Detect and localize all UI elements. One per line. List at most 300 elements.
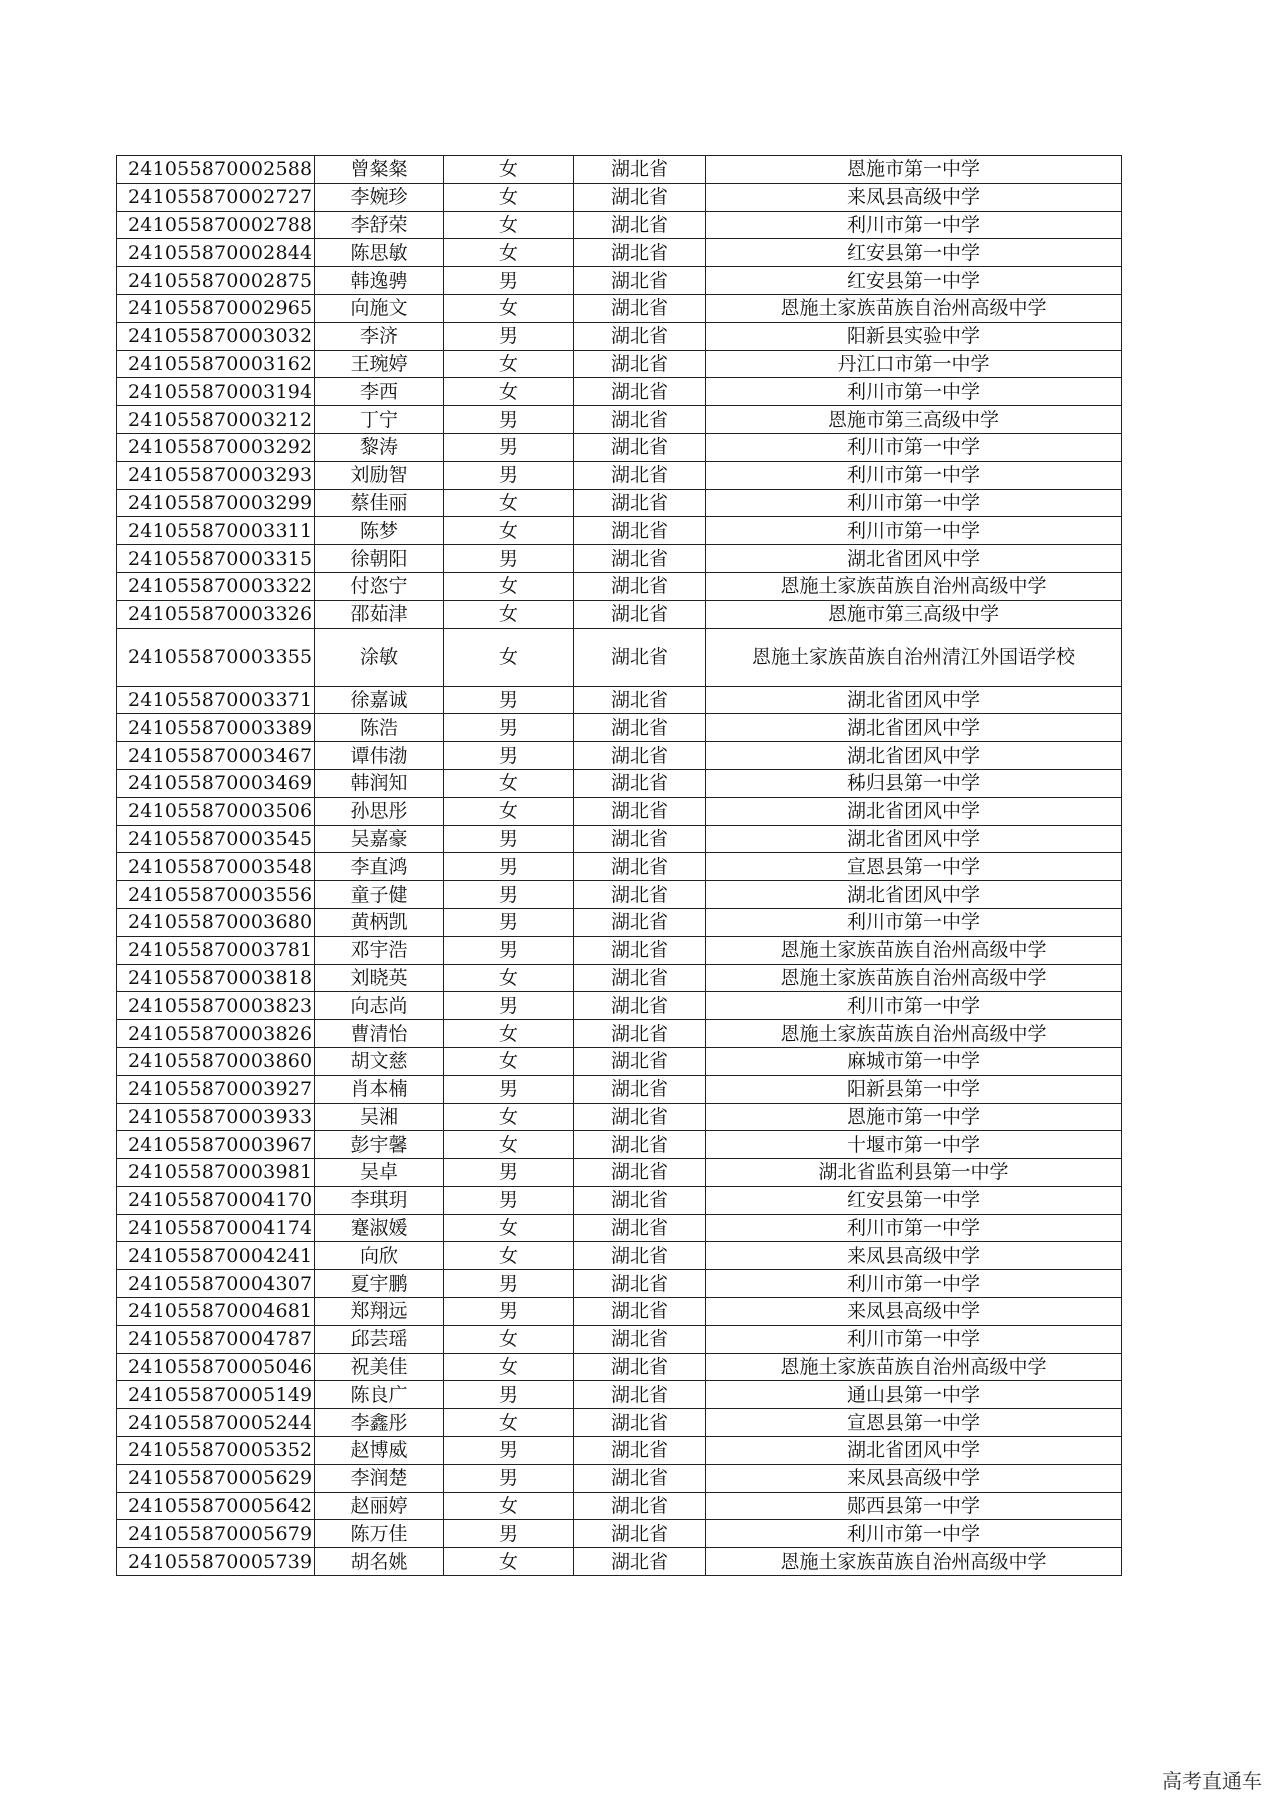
cell-school: 恩施市第三高级中学 — [706, 600, 1122, 628]
table-row — [117, 686, 1122, 714]
cell-name: 韩逸骋 — [315, 267, 444, 295]
cell-gender: 女 — [444, 489, 574, 517]
cell-school: 恩施市第三高级中学 — [706, 406, 1122, 434]
table-row — [117, 267, 1122, 295]
table-row — [117, 1464, 1122, 1492]
cell-name: 赵丽婷 — [315, 1492, 444, 1520]
cell-name: 曹清怡 — [315, 1020, 444, 1048]
cell-gender: 女 — [444, 797, 574, 825]
cell-gender: 女 — [444, 1548, 574, 1576]
cell-name: 陈良广 — [315, 1381, 444, 1409]
table-row — [117, 1520, 1122, 1548]
cell-province: 湖北省 — [574, 322, 706, 350]
table-row — [117, 406, 1122, 434]
table-row — [117, 992, 1122, 1020]
table-row — [117, 853, 1122, 881]
cell-exam-id: 241055870003548 — [117, 853, 315, 881]
cell-exam-id: 241055870002788 — [117, 211, 315, 239]
cell-province: 湖北省 — [574, 686, 706, 714]
cell-gender: 女 — [444, 572, 574, 600]
cell-province: 湖北省 — [574, 1270, 706, 1298]
cell-gender: 女 — [444, 628, 574, 686]
cell-school: 利川市第一中学 — [706, 211, 1122, 239]
cell-name: 黄柄凯 — [315, 908, 444, 936]
table-row — [117, 433, 1122, 461]
cell-province: 湖北省 — [574, 406, 706, 434]
cell-name: 郑翔远 — [315, 1298, 444, 1326]
cell-name: 韩润知 — [315, 769, 444, 797]
cell-province: 湖北省 — [574, 769, 706, 797]
cell-gender: 女 — [444, 378, 574, 406]
footer-watermark: 高考直通车 — [1162, 1769, 1262, 1793]
cell-gender: 男 — [444, 1437, 574, 1465]
table-row — [117, 183, 1122, 211]
table-row — [117, 1242, 1122, 1270]
table-row — [117, 545, 1122, 573]
cell-name: 赵博威 — [315, 1437, 444, 1465]
cell-school: 湖北省团风中学 — [706, 1437, 1122, 1465]
cell-name: 孙思彤 — [315, 797, 444, 825]
cell-name: 邱芸瑶 — [315, 1325, 444, 1353]
cell-exam-id: 241055870003781 — [117, 936, 315, 964]
cell-gender: 男 — [444, 1520, 574, 1548]
cell-name: 徐朝阳 — [315, 545, 444, 573]
cell-province: 湖北省 — [574, 1520, 706, 1548]
cell-province: 湖北省 — [574, 517, 706, 545]
cell-school: 恩施土家族苗族自治州高级中学 — [706, 936, 1122, 964]
table-row — [117, 1186, 1122, 1214]
cell-province: 湖北省 — [574, 1242, 706, 1270]
cell-school: 恩施土家族苗族自治州清江外国语学校 — [706, 628, 1122, 686]
cell-province: 湖北省 — [574, 825, 706, 853]
table-row — [117, 350, 1122, 378]
cell-gender: 男 — [444, 433, 574, 461]
cell-province: 湖北省 — [574, 853, 706, 881]
cell-exam-id: 241055870003322 — [117, 572, 315, 600]
cell-name: 向志尚 — [315, 992, 444, 1020]
cell-province: 湖北省 — [574, 1075, 706, 1103]
cell-province: 湖北省 — [574, 1159, 706, 1187]
table-row — [117, 1047, 1122, 1075]
table-row — [117, 1492, 1122, 1520]
cell-school: 利川市第一中学 — [706, 461, 1122, 489]
cell-name: 李婉珍 — [315, 183, 444, 211]
cell-province: 湖北省 — [574, 211, 706, 239]
cell-school: 湖北省团风中学 — [706, 881, 1122, 909]
cell-gender: 男 — [444, 1186, 574, 1214]
cell-exam-id: 241055870005244 — [117, 1409, 315, 1437]
cell-province: 湖北省 — [574, 489, 706, 517]
cell-exam-id: 241055870003371 — [117, 686, 315, 714]
cell-exam-id: 241055870003293 — [117, 461, 315, 489]
cell-province: 湖北省 — [574, 908, 706, 936]
cell-exam-id: 241055870002844 — [117, 239, 315, 267]
cell-name: 向施文 — [315, 294, 444, 322]
cell-gender: 女 — [444, 600, 574, 628]
cell-gender: 男 — [444, 853, 574, 881]
cell-province: 湖北省 — [574, 600, 706, 628]
cell-gender: 男 — [444, 742, 574, 770]
cell-name: 陈万佳 — [315, 1520, 444, 1548]
cell-exam-id: 241055870002727 — [117, 183, 315, 211]
cell-name: 肖本楠 — [315, 1075, 444, 1103]
cell-province: 湖北省 — [574, 1298, 706, 1326]
cell-gender: 男 — [444, 406, 574, 434]
cell-exam-id: 241055870003927 — [117, 1075, 315, 1103]
cell-exam-id: 241055870003823 — [117, 992, 315, 1020]
cell-school: 阳新县实验中学 — [706, 322, 1122, 350]
cell-name: 吴嘉豪 — [315, 825, 444, 853]
cell-school: 恩施土家族苗族自治州高级中学 — [706, 1020, 1122, 1048]
cell-exam-id: 241055870003326 — [117, 600, 315, 628]
cell-school: 湖北省团风中学 — [706, 545, 1122, 573]
cell-province: 湖北省 — [574, 1464, 706, 1492]
cell-gender: 男 — [444, 936, 574, 964]
cell-name: 谭伟渤 — [315, 742, 444, 770]
cell-school: 来凤县高级中学 — [706, 1298, 1122, 1326]
cell-gender: 女 — [444, 1131, 574, 1159]
cell-school: 利川市第一中学 — [706, 992, 1122, 1020]
cell-name: 付恣宁 — [315, 572, 444, 600]
table-body — [117, 156, 1122, 1576]
cell-province: 湖北省 — [574, 1214, 706, 1242]
cell-province: 湖北省 — [574, 1381, 706, 1409]
cell-gender: 女 — [444, 211, 574, 239]
cell-gender: 男 — [444, 461, 574, 489]
cell-province: 湖北省 — [574, 156, 706, 184]
table-row — [117, 964, 1122, 992]
table-row — [117, 742, 1122, 770]
table-row — [117, 1214, 1122, 1242]
table-row — [117, 1131, 1122, 1159]
cell-school: 恩施土家族苗族自治州高级中学 — [706, 964, 1122, 992]
cell-name: 曾粲粲 — [315, 156, 444, 184]
cell-name: 向欣 — [315, 1242, 444, 1270]
cell-province: 湖北省 — [574, 1020, 706, 1048]
cell-province: 湖北省 — [574, 433, 706, 461]
cell-exam-id: 241055870002875 — [117, 267, 315, 295]
cell-name: 夏宇鹏 — [315, 1270, 444, 1298]
table-row — [117, 378, 1122, 406]
table-row — [117, 600, 1122, 628]
cell-gender: 女 — [444, 294, 574, 322]
cell-province: 湖北省 — [574, 545, 706, 573]
cell-exam-id: 241055870003194 — [117, 378, 315, 406]
cell-province: 湖北省 — [574, 1437, 706, 1465]
table-row — [117, 797, 1122, 825]
cell-province: 湖北省 — [574, 267, 706, 295]
table-row — [117, 156, 1122, 184]
cell-gender: 男 — [444, 322, 574, 350]
cell-exam-id: 241055870002588 — [117, 156, 315, 184]
cell-school: 来凤县高级中学 — [706, 1464, 1122, 1492]
table-row — [117, 572, 1122, 600]
table-row — [117, 1103, 1122, 1131]
table-row — [117, 517, 1122, 545]
cell-gender: 女 — [444, 1020, 574, 1048]
table-row — [117, 1409, 1122, 1437]
cell-exam-id: 241055870004307 — [117, 1270, 315, 1298]
cell-name: 李济 — [315, 322, 444, 350]
cell-school: 利川市第一中学 — [706, 1214, 1122, 1242]
table-row — [117, 714, 1122, 742]
cell-gender: 女 — [444, 1103, 574, 1131]
cell-name: 吴卓 — [315, 1159, 444, 1187]
cell-name: 黎涛 — [315, 433, 444, 461]
cell-exam-id: 241055870002965 — [117, 294, 315, 322]
cell-name: 李西 — [315, 378, 444, 406]
cell-gender: 女 — [444, 156, 574, 184]
cell-school: 利川市第一中学 — [706, 378, 1122, 406]
cell-province: 湖北省 — [574, 1131, 706, 1159]
cell-exam-id: 241055870005149 — [117, 1381, 315, 1409]
cell-name: 李润楚 — [315, 1464, 444, 1492]
cell-name: 童子健 — [315, 881, 444, 909]
table-row — [117, 825, 1122, 853]
table-row — [117, 1353, 1122, 1381]
cell-exam-id: 241055870003355 — [117, 628, 315, 686]
table-row — [117, 1159, 1122, 1187]
cell-exam-id: 241055870004170 — [117, 1186, 315, 1214]
cell-gender: 女 — [444, 239, 574, 267]
cell-province: 湖北省 — [574, 239, 706, 267]
cell-name: 李直鸿 — [315, 853, 444, 881]
cell-exam-id: 241055870003680 — [117, 908, 315, 936]
cell-school: 湖北省监利县第一中学 — [706, 1159, 1122, 1187]
table-row — [117, 628, 1122, 686]
cell-province: 湖北省 — [574, 572, 706, 600]
cell-province: 湖北省 — [574, 1186, 706, 1214]
cell-gender: 女 — [444, 964, 574, 992]
cell-school: 湖北省团风中学 — [706, 825, 1122, 853]
cell-school: 湖北省团风中学 — [706, 742, 1122, 770]
cell-name: 邵茹津 — [315, 600, 444, 628]
cell-school: 红安县第一中学 — [706, 1186, 1122, 1214]
cell-school: 恩施土家族苗族自治州高级中学 — [706, 1548, 1122, 1576]
cell-name: 彭宇馨 — [315, 1131, 444, 1159]
cell-exam-id: 241055870003826 — [117, 1020, 315, 1048]
cell-school: 利川市第一中学 — [706, 517, 1122, 545]
table-row — [117, 1437, 1122, 1465]
cell-gender: 男 — [444, 1381, 574, 1409]
cell-exam-id: 241055870003818 — [117, 964, 315, 992]
cell-school: 十堰市第一中学 — [706, 1131, 1122, 1159]
cell-gender: 男 — [444, 908, 574, 936]
cell-name: 邓宇浩 — [315, 936, 444, 964]
cell-gender: 男 — [444, 1159, 574, 1187]
cell-gender: 女 — [444, 1325, 574, 1353]
table-row — [117, 1270, 1122, 1298]
cell-gender: 女 — [444, 1353, 574, 1381]
cell-province: 湖北省 — [574, 1492, 706, 1520]
cell-exam-id: 241055870003981 — [117, 1159, 315, 1187]
cell-gender: 女 — [444, 1047, 574, 1075]
cell-exam-id: 241055870003933 — [117, 1103, 315, 1131]
cell-exam-id: 241055870003311 — [117, 517, 315, 545]
cell-province: 湖北省 — [574, 1047, 706, 1075]
cell-school: 来凤县高级中学 — [706, 183, 1122, 211]
cell-exam-id: 241055870004787 — [117, 1325, 315, 1353]
table-row — [117, 1548, 1122, 1576]
table-row — [117, 1020, 1122, 1048]
cell-province: 湖北省 — [574, 294, 706, 322]
cell-exam-id: 241055870004241 — [117, 1242, 315, 1270]
cell-gender: 女 — [444, 1242, 574, 1270]
cell-province: 湖北省 — [574, 628, 706, 686]
cell-exam-id: 241055870003299 — [117, 489, 315, 517]
cell-gender: 女 — [444, 1492, 574, 1520]
table-row — [117, 881, 1122, 909]
cell-exam-id: 241055870005046 — [117, 1353, 315, 1381]
cell-province: 湖北省 — [574, 1103, 706, 1131]
cell-exam-id: 241055870004681 — [117, 1298, 315, 1326]
cell-exam-id: 241055870005679 — [117, 1520, 315, 1548]
cell-name: 涂敏 — [315, 628, 444, 686]
cell-gender: 男 — [444, 992, 574, 1020]
cell-school: 湖北省团风中学 — [706, 686, 1122, 714]
cell-gender: 男 — [444, 825, 574, 853]
cell-name: 蔡佳丽 — [315, 489, 444, 517]
cell-school: 通山县第一中学 — [706, 1381, 1122, 1409]
cell-name: 胡文慈 — [315, 1047, 444, 1075]
cell-exam-id: 241055870003389 — [117, 714, 315, 742]
cell-province: 湖北省 — [574, 1353, 706, 1381]
cell-exam-id: 241055870004174 — [117, 1214, 315, 1242]
cell-school: 恩施市第一中学 — [706, 1103, 1122, 1131]
cell-exam-id: 241055870005739 — [117, 1548, 315, 1576]
cell-school: 宣恩县第一中学 — [706, 853, 1122, 881]
cell-name: 刘晓英 — [315, 964, 444, 992]
cell-exam-id: 241055870003162 — [117, 350, 315, 378]
cell-school: 阳新县第一中学 — [706, 1075, 1122, 1103]
cell-exam-id: 241055870003212 — [117, 406, 315, 434]
cell-gender: 女 — [444, 517, 574, 545]
cell-school: 利川市第一中学 — [706, 433, 1122, 461]
table-row — [117, 908, 1122, 936]
cell-school: 湖北省团风中学 — [706, 797, 1122, 825]
cell-school: 麻城市第一中学 — [706, 1047, 1122, 1075]
cell-name: 李鑫彤 — [315, 1409, 444, 1437]
cell-exam-id: 241055870003860 — [117, 1047, 315, 1075]
cell-province: 湖北省 — [574, 1548, 706, 1576]
cell-name: 丁宁 — [315, 406, 444, 434]
table-row — [117, 1298, 1122, 1326]
table-row — [117, 322, 1122, 350]
student-list-table — [116, 155, 1122, 1576]
cell-gender: 男 — [444, 714, 574, 742]
table-row — [117, 769, 1122, 797]
cell-gender: 女 — [444, 769, 574, 797]
cell-exam-id: 241055870003467 — [117, 742, 315, 770]
cell-gender: 男 — [444, 686, 574, 714]
cell-exam-id: 241055870003967 — [117, 1131, 315, 1159]
table-row — [117, 1325, 1122, 1353]
cell-exam-id: 241055870003469 — [117, 769, 315, 797]
cell-gender: 女 — [444, 1409, 574, 1437]
cell-province: 湖北省 — [574, 1325, 706, 1353]
cell-school: 湖北省团风中学 — [706, 714, 1122, 742]
cell-exam-id: 241055870003506 — [117, 797, 315, 825]
cell-exam-id: 241055870003315 — [117, 545, 315, 573]
cell-province: 湖北省 — [574, 797, 706, 825]
cell-province: 湖北省 — [574, 964, 706, 992]
cell-name: 蹇淑媛 — [315, 1214, 444, 1242]
cell-province: 湖北省 — [574, 461, 706, 489]
cell-school: 利川市第一中学 — [706, 908, 1122, 936]
cell-school: 恩施土家族苗族自治州高级中学 — [706, 1353, 1122, 1381]
cell-school: 恩施土家族苗族自治州高级中学 — [706, 294, 1122, 322]
table-row — [117, 294, 1122, 322]
cell-province: 湖北省 — [574, 936, 706, 964]
table-row — [117, 936, 1122, 964]
cell-school: 利川市第一中学 — [706, 1325, 1122, 1353]
cell-province: 湖北省 — [574, 350, 706, 378]
cell-province: 湖北省 — [574, 881, 706, 909]
cell-province: 湖北省 — [574, 992, 706, 1020]
cell-school: 红安县第一中学 — [706, 267, 1122, 295]
cell-name: 李舒荣 — [315, 211, 444, 239]
cell-gender: 男 — [444, 1298, 574, 1326]
table-row — [117, 211, 1122, 239]
cell-name: 徐嘉诚 — [315, 686, 444, 714]
table-row — [117, 239, 1122, 267]
cell-province: 湖北省 — [574, 183, 706, 211]
cell-exam-id: 241055870003545 — [117, 825, 315, 853]
cell-name: 吴湘 — [315, 1103, 444, 1131]
cell-school: 红安县第一中学 — [706, 239, 1122, 267]
cell-exam-id: 241055870005642 — [117, 1492, 315, 1520]
cell-gender: 男 — [444, 267, 574, 295]
cell-gender: 女 — [444, 1214, 574, 1242]
cell-name: 陈思敏 — [315, 239, 444, 267]
cell-name: 陈梦 — [315, 517, 444, 545]
cell-school: 郧西县第一中学 — [706, 1492, 1122, 1520]
cell-school: 丹江口市第一中学 — [706, 350, 1122, 378]
cell-name: 李琪玥 — [315, 1186, 444, 1214]
cell-name: 胡名姚 — [315, 1548, 444, 1576]
cell-school: 恩施市第一中学 — [706, 156, 1122, 184]
cell-province: 湖北省 — [574, 378, 706, 406]
cell-school: 利川市第一中学 — [706, 489, 1122, 517]
cell-gender: 男 — [444, 1075, 574, 1103]
cell-province: 湖北省 — [574, 742, 706, 770]
cell-school: 秭归县第一中学 — [706, 769, 1122, 797]
cell-gender: 女 — [444, 183, 574, 211]
cell-gender: 男 — [444, 881, 574, 909]
cell-school: 来凤县高级中学 — [706, 1242, 1122, 1270]
cell-province: 湖北省 — [574, 1409, 706, 1437]
cell-gender: 男 — [444, 1270, 574, 1298]
cell-gender: 男 — [444, 1464, 574, 1492]
cell-exam-id: 241055870003556 — [117, 881, 315, 909]
cell-school: 利川市第一中学 — [706, 1520, 1122, 1548]
cell-exam-id: 241055870005352 — [117, 1437, 315, 1465]
cell-school: 利川市第一中学 — [706, 1270, 1122, 1298]
cell-gender: 女 — [444, 350, 574, 378]
table-row — [117, 1381, 1122, 1409]
cell-exam-id: 241055870003292 — [117, 433, 315, 461]
cell-name: 刘励智 — [315, 461, 444, 489]
cell-exam-id: 241055870003032 — [117, 322, 315, 350]
table-row — [117, 1075, 1122, 1103]
cell-school: 宣恩县第一中学 — [706, 1409, 1122, 1437]
cell-name: 王琬婷 — [315, 350, 444, 378]
table-row — [117, 461, 1122, 489]
cell-gender: 男 — [444, 545, 574, 573]
cell-school: 恩施土家族苗族自治州高级中学 — [706, 572, 1122, 600]
cell-province: 湖北省 — [574, 714, 706, 742]
table-row — [117, 489, 1122, 517]
